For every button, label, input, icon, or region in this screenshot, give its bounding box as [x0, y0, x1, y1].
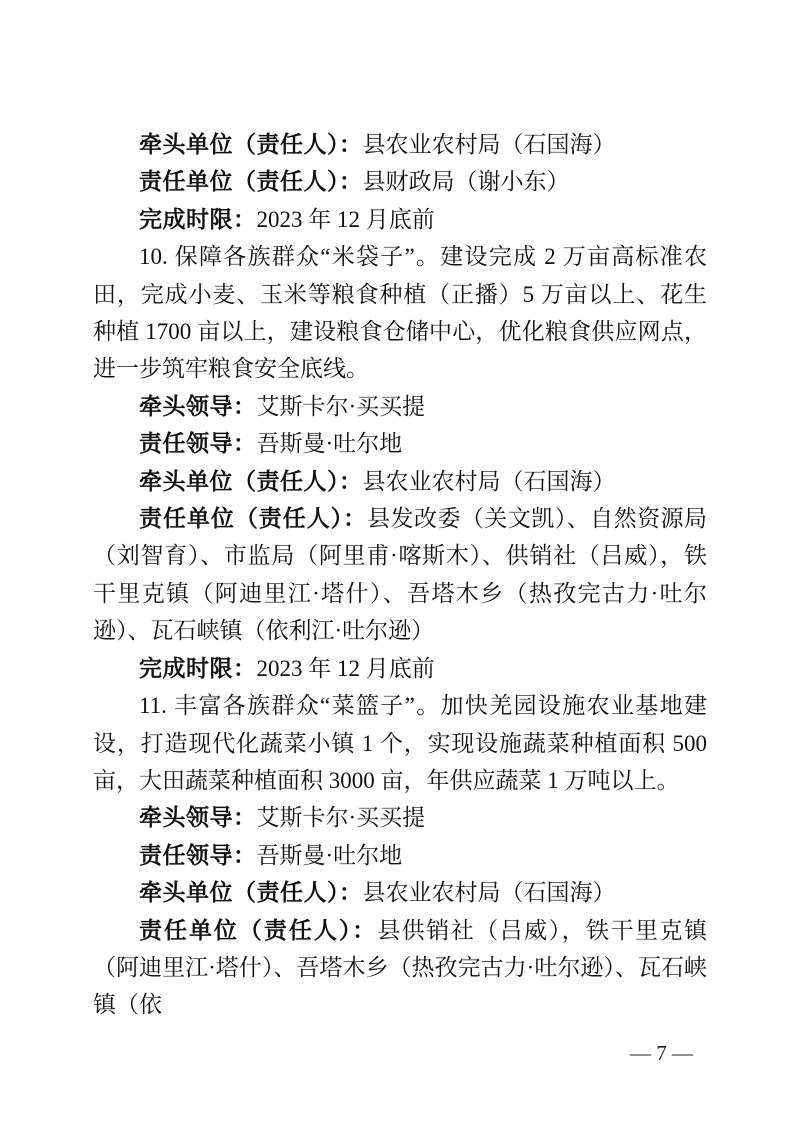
field-line	[93, 201, 707, 238]
field-line	[93, 912, 707, 1024]
field-line	[93, 163, 707, 200]
field-value: 2023 年 12 月底前	[256, 206, 435, 232]
field-label: 牵头领导：	[139, 392, 257, 419]
field-line	[93, 874, 707, 911]
numbered-paragraph: 11. 丰富各族群众“菜篮子”。加快羌园设施农业基地建设，打造现代化蔬菜小镇 1 个，实现设施蔬菜种植面积 500 亩，大田蔬菜种植面积 3000 亩，年供应蔬菜 1 万吨以上。	[93, 693, 707, 793]
document-body	[93, 126, 707, 1024]
field-label: 牵头单位（责任人）：	[139, 467, 363, 494]
field-line	[93, 799, 707, 836]
numbered-paragraph: 10. 保障各族群众“米袋子”。建设完成 2 万亩高标准农田，完成小麦、玉米等粮食种植（正播）5 万亩以上、花生种植 1700 亩以上，建设粮食仓储中心，优化粮食供应网点，进一步筑牢粮食安全底线。	[93, 244, 707, 382]
field-value: 县农业农村局（石国海）	[362, 132, 616, 157]
field-value: 县财政局（谢小东）	[362, 169, 570, 195]
field-line	[93, 463, 707, 500]
page-number: — 7 —	[630, 1041, 693, 1065]
field-label: 责任单位（责任人）：	[139, 168, 363, 195]
field-value: 县农业农村局（石国海）	[362, 880, 616, 906]
field-label: 牵头领导：	[139, 804, 257, 831]
field-line	[93, 837, 707, 874]
field-value: 县供销社（吕威），铁干里克镇（阿迪里江·塔什）、吾塔木乡（热孜完古力·吐尔逊）、瓦石峡镇（依	[93, 917, 708, 1018]
field-label: 责任单位（责任人）：	[139, 916, 378, 943]
field-line	[93, 425, 707, 462]
field-line	[93, 388, 707, 425]
field-line	[93, 126, 707, 163]
field-value: 艾斯卡尔·买买提	[256, 393, 426, 419]
field-value: 吾斯曼·吐尔地	[256, 431, 403, 457]
field-value: 县发改委（关文凯）、自然资源局（刘智育）、市监局（阿里甫·喀斯木）、供销社（吕威），铁干里克镇（阿迪里江·塔什）、吾塔木乡（热孜完古力·吐尔逊）、瓦石峡镇（依利江·吐尔逊）	[93, 506, 708, 644]
field-value: 艾斯卡尔·买买提	[256, 805, 426, 831]
field-value: 2023 年 12 月底前	[256, 655, 435, 681]
field-label: 牵头单位（责任人）：	[139, 879, 363, 906]
field-label: 完成时限：	[139, 205, 257, 232]
field-line	[93, 650, 707, 687]
field-label: 责任领导：	[139, 841, 257, 868]
field-value: 县农业农村局（石国海）	[362, 468, 616, 494]
field-label: 完成时限：	[139, 654, 257, 681]
field-value: 吾斯曼·吐尔地	[256, 842, 403, 868]
page-footer	[630, 1040, 693, 1066]
field-label: 责任领导：	[139, 430, 257, 457]
field-line	[93, 500, 707, 650]
field-label: 牵头单位（责任人）：	[139, 131, 363, 157]
field-label: 责任单位（责任人）：	[139, 505, 368, 532]
